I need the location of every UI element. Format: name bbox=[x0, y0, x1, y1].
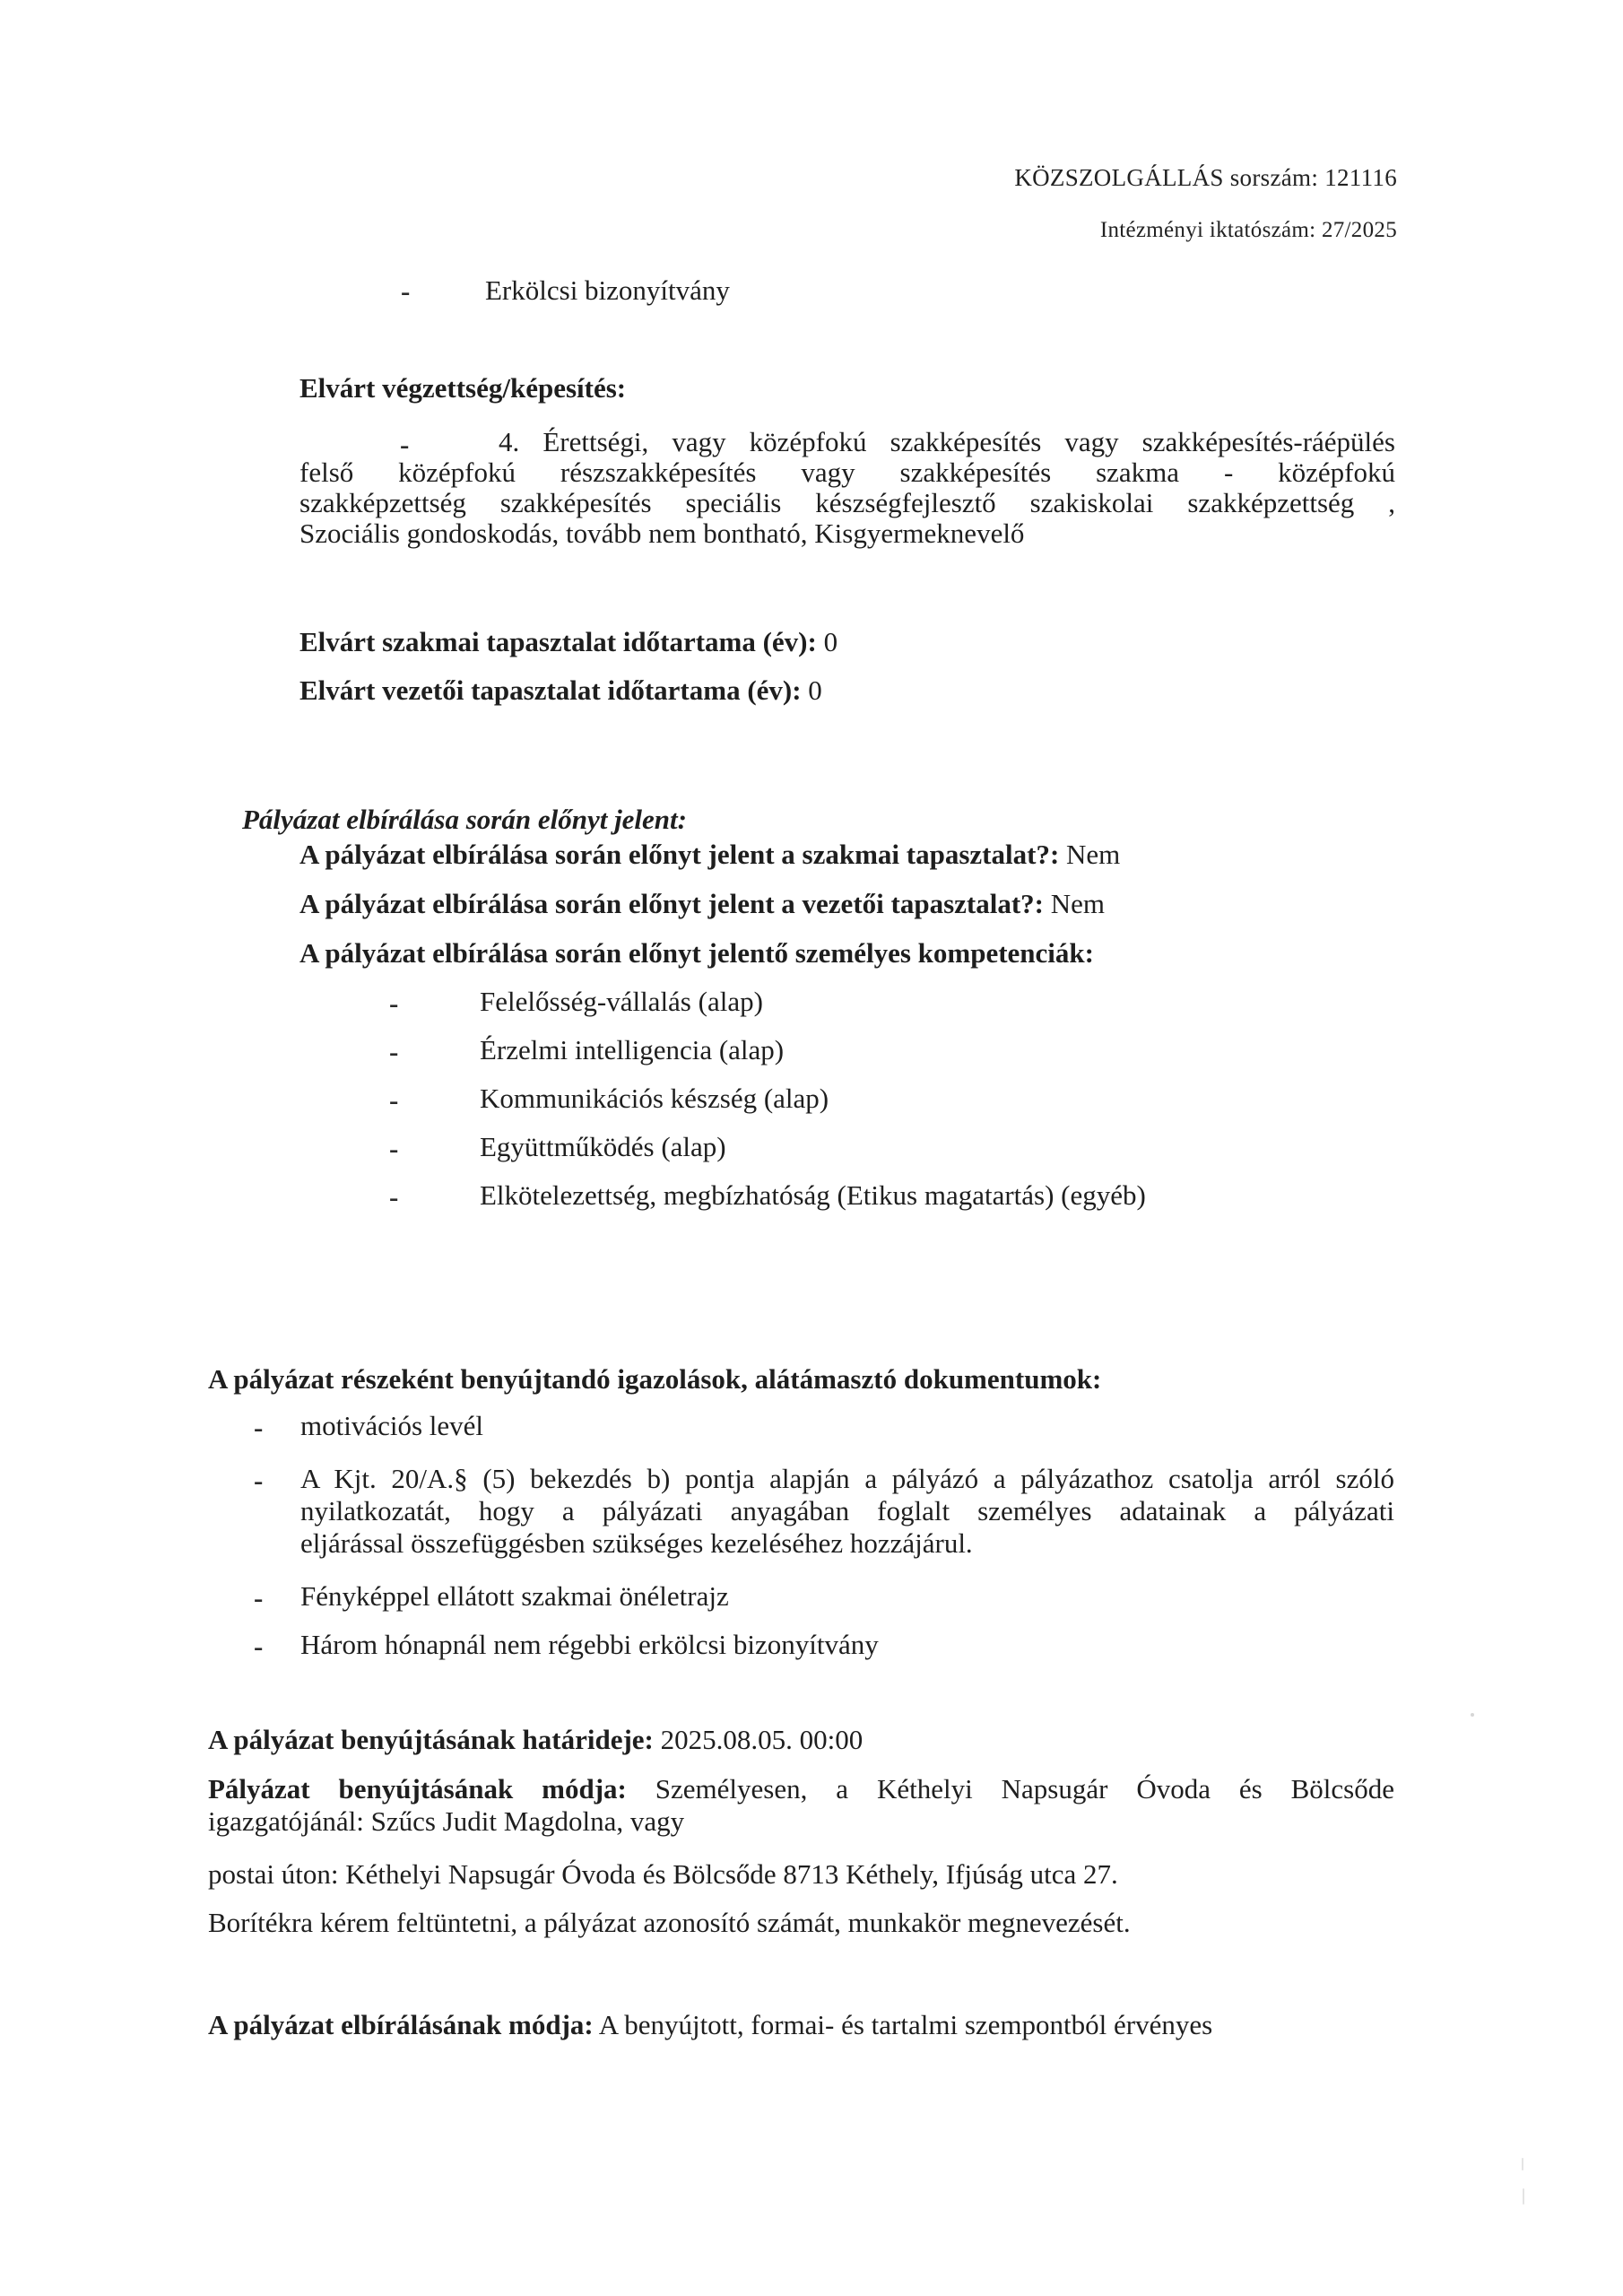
envelope-note: Borítékra kérem feltüntetni, a pályázat azonosító számát, munkakör megnevezését. bbox=[208, 1907, 1131, 1938]
advantage-managerial-value: Nem bbox=[1050, 888, 1105, 919]
advantage-managerial bbox=[299, 888, 1105, 920]
competency-item: Felelősség-vállalás (alap) bbox=[480, 986, 763, 1017]
declaration-line: nyilatkozatát, hogy a pályázati anyagában foglalt személyes adatainak a pályázati bbox=[300, 1495, 1394, 1526]
submission-method bbox=[208, 1773, 1394, 1838]
managerial-experience-value: 0 bbox=[808, 674, 822, 706]
evaluation-value: A benyújtott, formai- és tartalmi szempontból érvényes bbox=[598, 2009, 1213, 2040]
advantage-professional bbox=[299, 839, 1120, 871]
document-item: Három hónapnál nem régebbi erkölcsi bizonyítvány bbox=[300, 1629, 879, 1660]
competency-dash: - bbox=[389, 1133, 399, 1164]
competency-item: Kommunikációs készség (alap) bbox=[480, 1083, 829, 1114]
competency-dash: - bbox=[389, 1036, 399, 1067]
professional-experience-value: 0 bbox=[823, 626, 838, 657]
evaluation-method bbox=[208, 2009, 1212, 2041]
list-dash: - bbox=[401, 275, 411, 307]
deadline bbox=[208, 1724, 863, 1756]
scan-artifact bbox=[1523, 2188, 1524, 2205]
document-dash: - bbox=[254, 1582, 264, 1613]
submission-line bbox=[208, 1773, 1394, 1805]
document-dash: - bbox=[254, 1631, 264, 1662]
scan-artifact bbox=[1471, 1713, 1474, 1717]
managerial-experience-label: Elvárt vezetői tapasztalat időtartama (év): bbox=[299, 674, 802, 706]
competencies-title: A pályázat elbírálása során előnyt jelentő személyes kompetenciák: bbox=[299, 937, 1094, 969]
deadline-value: 2025.08.05. 00:00 bbox=[660, 1724, 864, 1755]
advantage-professional-value: Nem bbox=[1066, 839, 1121, 870]
declaration-line: eljárással összefüggésben szükséges kezeléséhez hozzájárul. bbox=[300, 1527, 973, 1559]
professional-experience bbox=[299, 626, 838, 658]
competency-dash: - bbox=[389, 1084, 399, 1116]
evaluation-label: A pályázat elbírálásának módja: bbox=[208, 2009, 594, 2040]
qualification-line: felső középfokú részszakképesítés vagy szakképesítés szakma - középfokú bbox=[299, 457, 1395, 488]
declaration-text bbox=[300, 1463, 1394, 1560]
document-dash: - bbox=[254, 1465, 264, 1496]
competency-item: Érzelmi intelligencia (alap) bbox=[480, 1034, 785, 1065]
qualification-dash: - bbox=[400, 429, 410, 460]
submission-value: Személyesen, a Kéthelyi Napsugár Óvoda és Bölcsőde bbox=[655, 1773, 1395, 1805]
registry-label: Intézményi iktatószám: bbox=[1099, 218, 1316, 242]
declaration-line: A Kjt. 20/A.§ (5) bekezdés b) pontja alapján a pályázó a pályázathoz csatolja arról szóló bbox=[300, 1463, 1394, 1494]
competency-item: Együttműködés (alap) bbox=[480, 1131, 726, 1162]
registry-number bbox=[1100, 218, 1397, 243]
advantages-title: Pályázat elbírálása során előnyt jelent: bbox=[242, 804, 687, 835]
qualification-title: Elvárt végzettség/képesítés: bbox=[299, 372, 627, 404]
postal-address: postai úton: Kéthelyi Napsugár Óvoda és Bölcsőde 8713 Kéthely, Ifjúság utca 27. bbox=[208, 1858, 1118, 1890]
qualification-line: Szociális gondoskodás, tovább nem bontható, Kisgyermeknevelő bbox=[299, 517, 1025, 549]
document-item: motivációs levél bbox=[300, 1410, 484, 1441]
documents-title: A pályázat részeként benyújtandó igazolások, alátámasztó dokumentumok: bbox=[208, 1363, 1102, 1395]
managerial-experience bbox=[299, 674, 822, 707]
submission-label: Pályázat benyújtásának módja: bbox=[208, 1773, 627, 1805]
serial-label: KÖZSZOLGÁLLÁS sorszám: bbox=[1014, 164, 1319, 191]
qualification-text bbox=[299, 427, 1395, 549]
list-item: Erkölcsi bizonyítvány bbox=[485, 274, 730, 306]
advantage-professional-label: A pályázat elbírálása során előnyt jelent a szakmai tapasztalat?: bbox=[299, 839, 1060, 870]
qualification-line: 4. Érettségi, vagy középfokú szakképesítés vagy szakképesítés-ráépülés bbox=[499, 426, 1395, 457]
document-item: Fényképpel ellátott szakmai önéletrajz bbox=[300, 1580, 729, 1612]
competency-dash: - bbox=[389, 987, 399, 1019]
submission-line: igazgatójánál: Szűcs Judit Magdolna, vagy bbox=[208, 1805, 685, 1837]
competency-dash: - bbox=[389, 1181, 399, 1213]
qualification-line: szakképzettség szakképesítés speciális készségfejlesztő szakiskolai szakképzettség , bbox=[299, 487, 1395, 518]
scan-artifact bbox=[1522, 2158, 1523, 2170]
registry-value: 27/2025 bbox=[1321, 218, 1397, 242]
professional-experience-label: Elvárt szakmai tapasztalat időtartama (év): bbox=[299, 626, 817, 657]
advantage-managerial-label: A pályázat elbírálása során előnyt jelent a vezetői tapasztalat?: bbox=[299, 888, 1044, 919]
serial-value: 121116 bbox=[1324, 164, 1397, 191]
competency-item: Elkötelezettség, megbízhatóság (Etikus magatartás) (egyéb) bbox=[480, 1179, 1146, 1211]
document-dash: - bbox=[254, 1412, 264, 1443]
deadline-label: A pályázat benyújtásának határideje: bbox=[208, 1724, 654, 1755]
serial-number bbox=[1014, 164, 1397, 192]
